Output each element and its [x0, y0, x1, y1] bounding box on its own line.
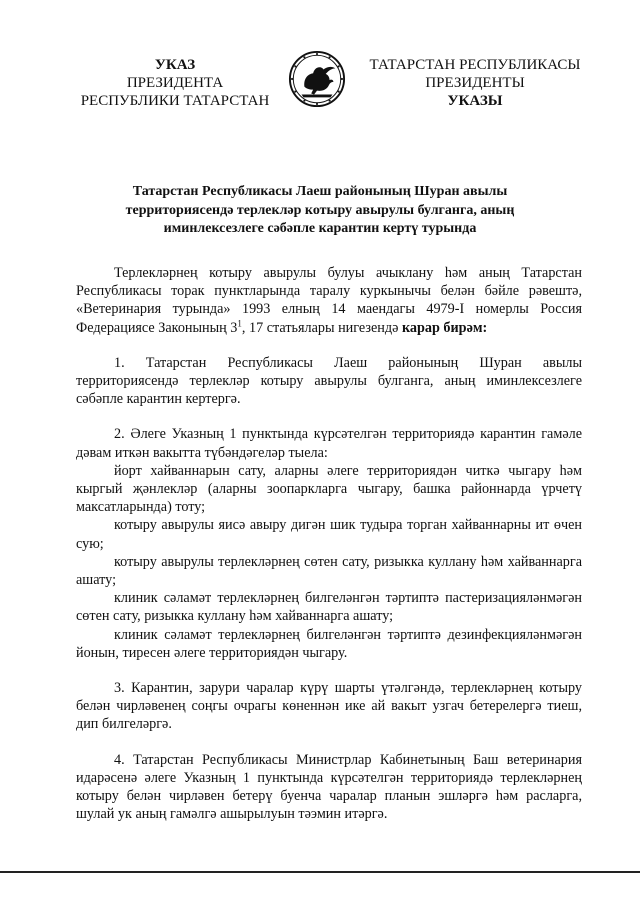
intro-superscript: 1 — [237, 317, 242, 328]
intro-bold-clause: карар бирәм: — [401, 319, 488, 336]
header-left-line3: РЕСПУБЛИКИ ТАТАРСТАН — [80, 93, 270, 109]
paragraph-2-item: котыру авырулы яисә авыру дигән шик тудыра торган хайваннарны ит өчен сую; — [76, 517, 582, 552]
document-body — [76, 264, 582, 823]
paragraph-4: 4. Татарстан Республикасы Министрлар Кабинетының Баш ветеринария идарәсенә әлеге Указның 1 пунктында күрсәтелгән территориядә терлекләрнең котыру белән чирләвен бетерү буенча чаралар планын эшләргә һәм расларга, шулай ук аның гамәлгә ашырылуын тәэмин итәргә. — [76, 751, 582, 823]
title-line-1: Татарстан Республикасы Лаеш районының Шуран авылы — [132, 184, 508, 199]
header-right-title: УКАЗЫ — [447, 93, 503, 109]
header-left-line2: ПРЕЗИДЕНТА — [126, 75, 224, 91]
intro-text-cont: , 17 статьялары нигезендә — [241, 319, 402, 336]
tatarstan-coat-of-arms-icon — [288, 50, 346, 108]
paragraph-2: 2. Әлеге Указның 1 пунктында күрсәтелгән территориядә карантин гамәле дәвам иткән вакытта түбәндәгеләр тыела: — [76, 426, 582, 461]
intro-text: Терлекләрнең котыру авырулы булуы ачыклану һәм аның Татарстан Республикасы торак пунктларында таралу куркынычы белән бәйле рәвештә, «Ветеринария турында» 1993 елның 14 маендагы 4979-I номерлы Россия Федерациясе Законының 3 — [76, 265, 582, 336]
header-right-line1: ТАТАРСТАН РЕСПУБЛИКАСЫ — [369, 57, 581, 73]
title-line-3: иминлексезлеге сәбәпле карантин кертү турында — [163, 221, 477, 236]
paragraph-1: 1. Татарстан Республикасы Лаеш районының Шуран авылы территориясендә терлекләр котыру авырулы булганга, аның иминлексезлеге сәбәпле карантин кертергә. — [76, 354, 582, 408]
document-title — [95, 183, 545, 239]
header-right-line2: ПРЕЗИДЕНТЫ — [425, 75, 525, 91]
intro-paragraph — [76, 264, 582, 337]
title-line-2: территориясендә терлекләр котыру авырулы булганга, аның — [125, 202, 515, 218]
header-left-title: УКАЗ — [154, 57, 196, 73]
paragraph-2-item: клиник сәламәт терлекләрнең билгеләнгән тәртиптә дезинфекцияләнмәгән йонын, тиресен әлеге территориядән чыгару. — [76, 626, 582, 661]
paragraph-2-item: йорт хайваннарын сату, аларны әлеге территориядән читкә чыгару һәм кыргый җәнлекләр (аларны зоопаркларга чыгару, башка районнарда үрчетү максатларында) тоту; — [76, 462, 582, 516]
paragraph-2-item: котыру авырулы терлекләрнең сөтен сату, ризыкка куллану һәм хайваннарга ашату; — [76, 553, 582, 589]
paragraph-3: 3. Карантин, зарури чаралар күрү шарты үтәлгәндә, терлекләрнең котыру белән чирләвенең соңгы очрагы көненнән ике ай вакыт узгач бетерелергә тиеш, дип билгеләргә. — [76, 680, 582, 733]
paragraph-2-item: клиник сәламәт терлекләрнең билгеләнгән тәртиптә пастеризацияләнмәгән сөтен сату, ризыкка куллану һәм хайваннарга ашату; — [76, 590, 582, 625]
header-right-block — [360, 56, 590, 110]
header-left-block — [70, 56, 280, 110]
page-bottom-rule — [0, 871, 640, 873]
